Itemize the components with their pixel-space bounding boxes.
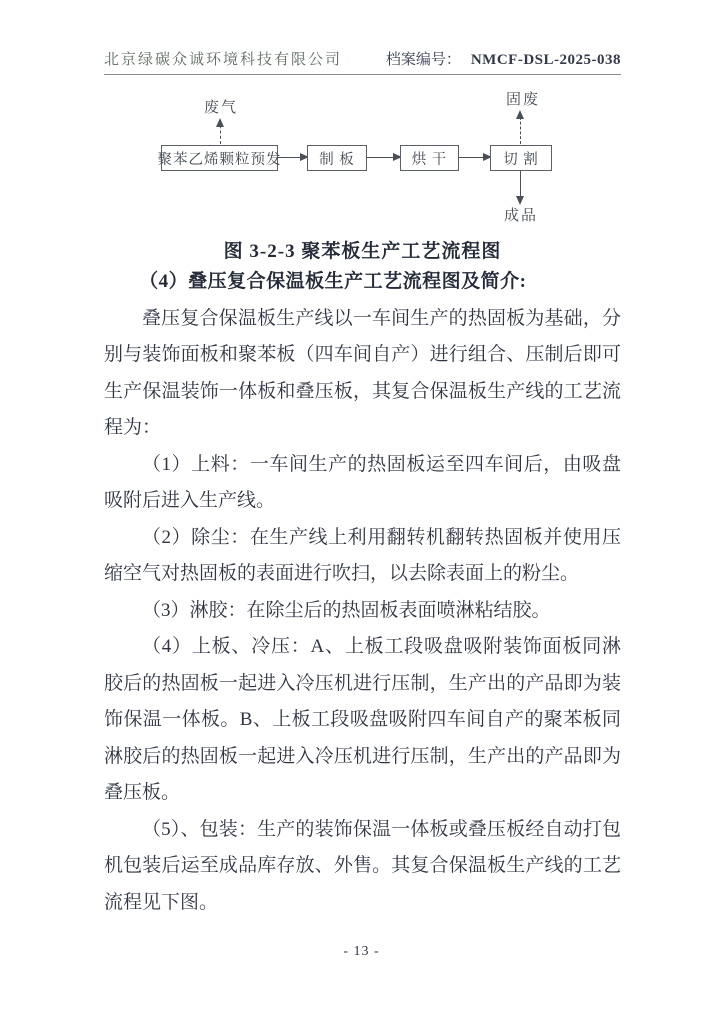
flow-box-cutting: 切 割 — [490, 145, 552, 171]
flow-arrow-1-icon — [278, 157, 307, 158]
paragraph-step-5: （5）、包装：生产的装饰保温一体板或叠压板经自动打包机包装后运至成品库存放、外售。其复合保温板生产线的工艺流程见下图。 — [104, 818, 621, 913]
waste-gas-label: 废气 — [204, 100, 239, 116]
flow-arrow-3-icon — [459, 157, 490, 158]
archive-number-label: 档案编号： — [385, 52, 461, 68]
flow-box-drying: 烘 干 — [400, 145, 459, 171]
page-header — [104, 48, 621, 75]
process-flow-diagram — [104, 90, 621, 232]
product-down-arrow-icon — [520, 171, 521, 203]
waste-gas-up-arrow-icon — [220, 120, 221, 144]
paragraph-step-3: （3）淋胶：在除尘后的热固板表面喷淋粘结胶。 — [142, 599, 551, 621]
paragraph-step-2: （2）除尘：在生产线上利用翻转机翻转热固板并使用压缩空气对热固板的表面进行吹扫，以去除表面上的粉尘。 — [104, 526, 621, 584]
archive-number-value: NMCF-DSL-2025-038 — [470, 52, 621, 68]
solid-waste-up-arrow-icon — [520, 112, 521, 144]
archive-number-field — [386, 48, 621, 69]
figure-caption: 图 3-2-3 聚苯板生产工艺流程图 — [223, 241, 502, 262]
flow-arrow-2-icon — [367, 157, 400, 158]
solid-waste-label: 固废 — [506, 92, 541, 108]
finished-product-label: 成品 — [504, 208, 539, 224]
company-name: 北京绿碳众诚环境科技有限公司 — [104, 52, 343, 68]
paragraph-intro: 叠压复合保温板生产线以一车间生产的热固板为基础，分别与装饰面板和聚苯板（四车间自产）进行组合、压制后即可生产保温装饰一体板和叠压板，其复合保温板生产线的工艺流程为： — [104, 307, 621, 438]
paragraph-step-1: （1）上料：一车间生产的热固板运至四车间后，由吸盘吸附后进入生产线。 — [104, 453, 621, 511]
page-number: - 13 - — [343, 944, 380, 959]
section-heading: （4）叠压复合保温板生产工艺流程图及简介: — [139, 271, 527, 292]
flow-box-board-making: 制 板 — [307, 145, 367, 171]
paragraph-step-4: （4）上板、冷压：A、上板工段吸盘吸附装饰面板同淋胶后的热固板一起进入冷压机进行压制，生产出的产品即为装饰保温一体板。B、上板工段吸盘吸附四车间自产的聚苯板同淋胶后的热固板一起进入冷压机进行压制，生产出的产品即为叠压板。 — [104, 636, 621, 803]
flow-box-pre-expansion: 聚苯乙烯颗粒预发 — [161, 145, 278, 171]
body-text — [104, 264, 621, 921]
